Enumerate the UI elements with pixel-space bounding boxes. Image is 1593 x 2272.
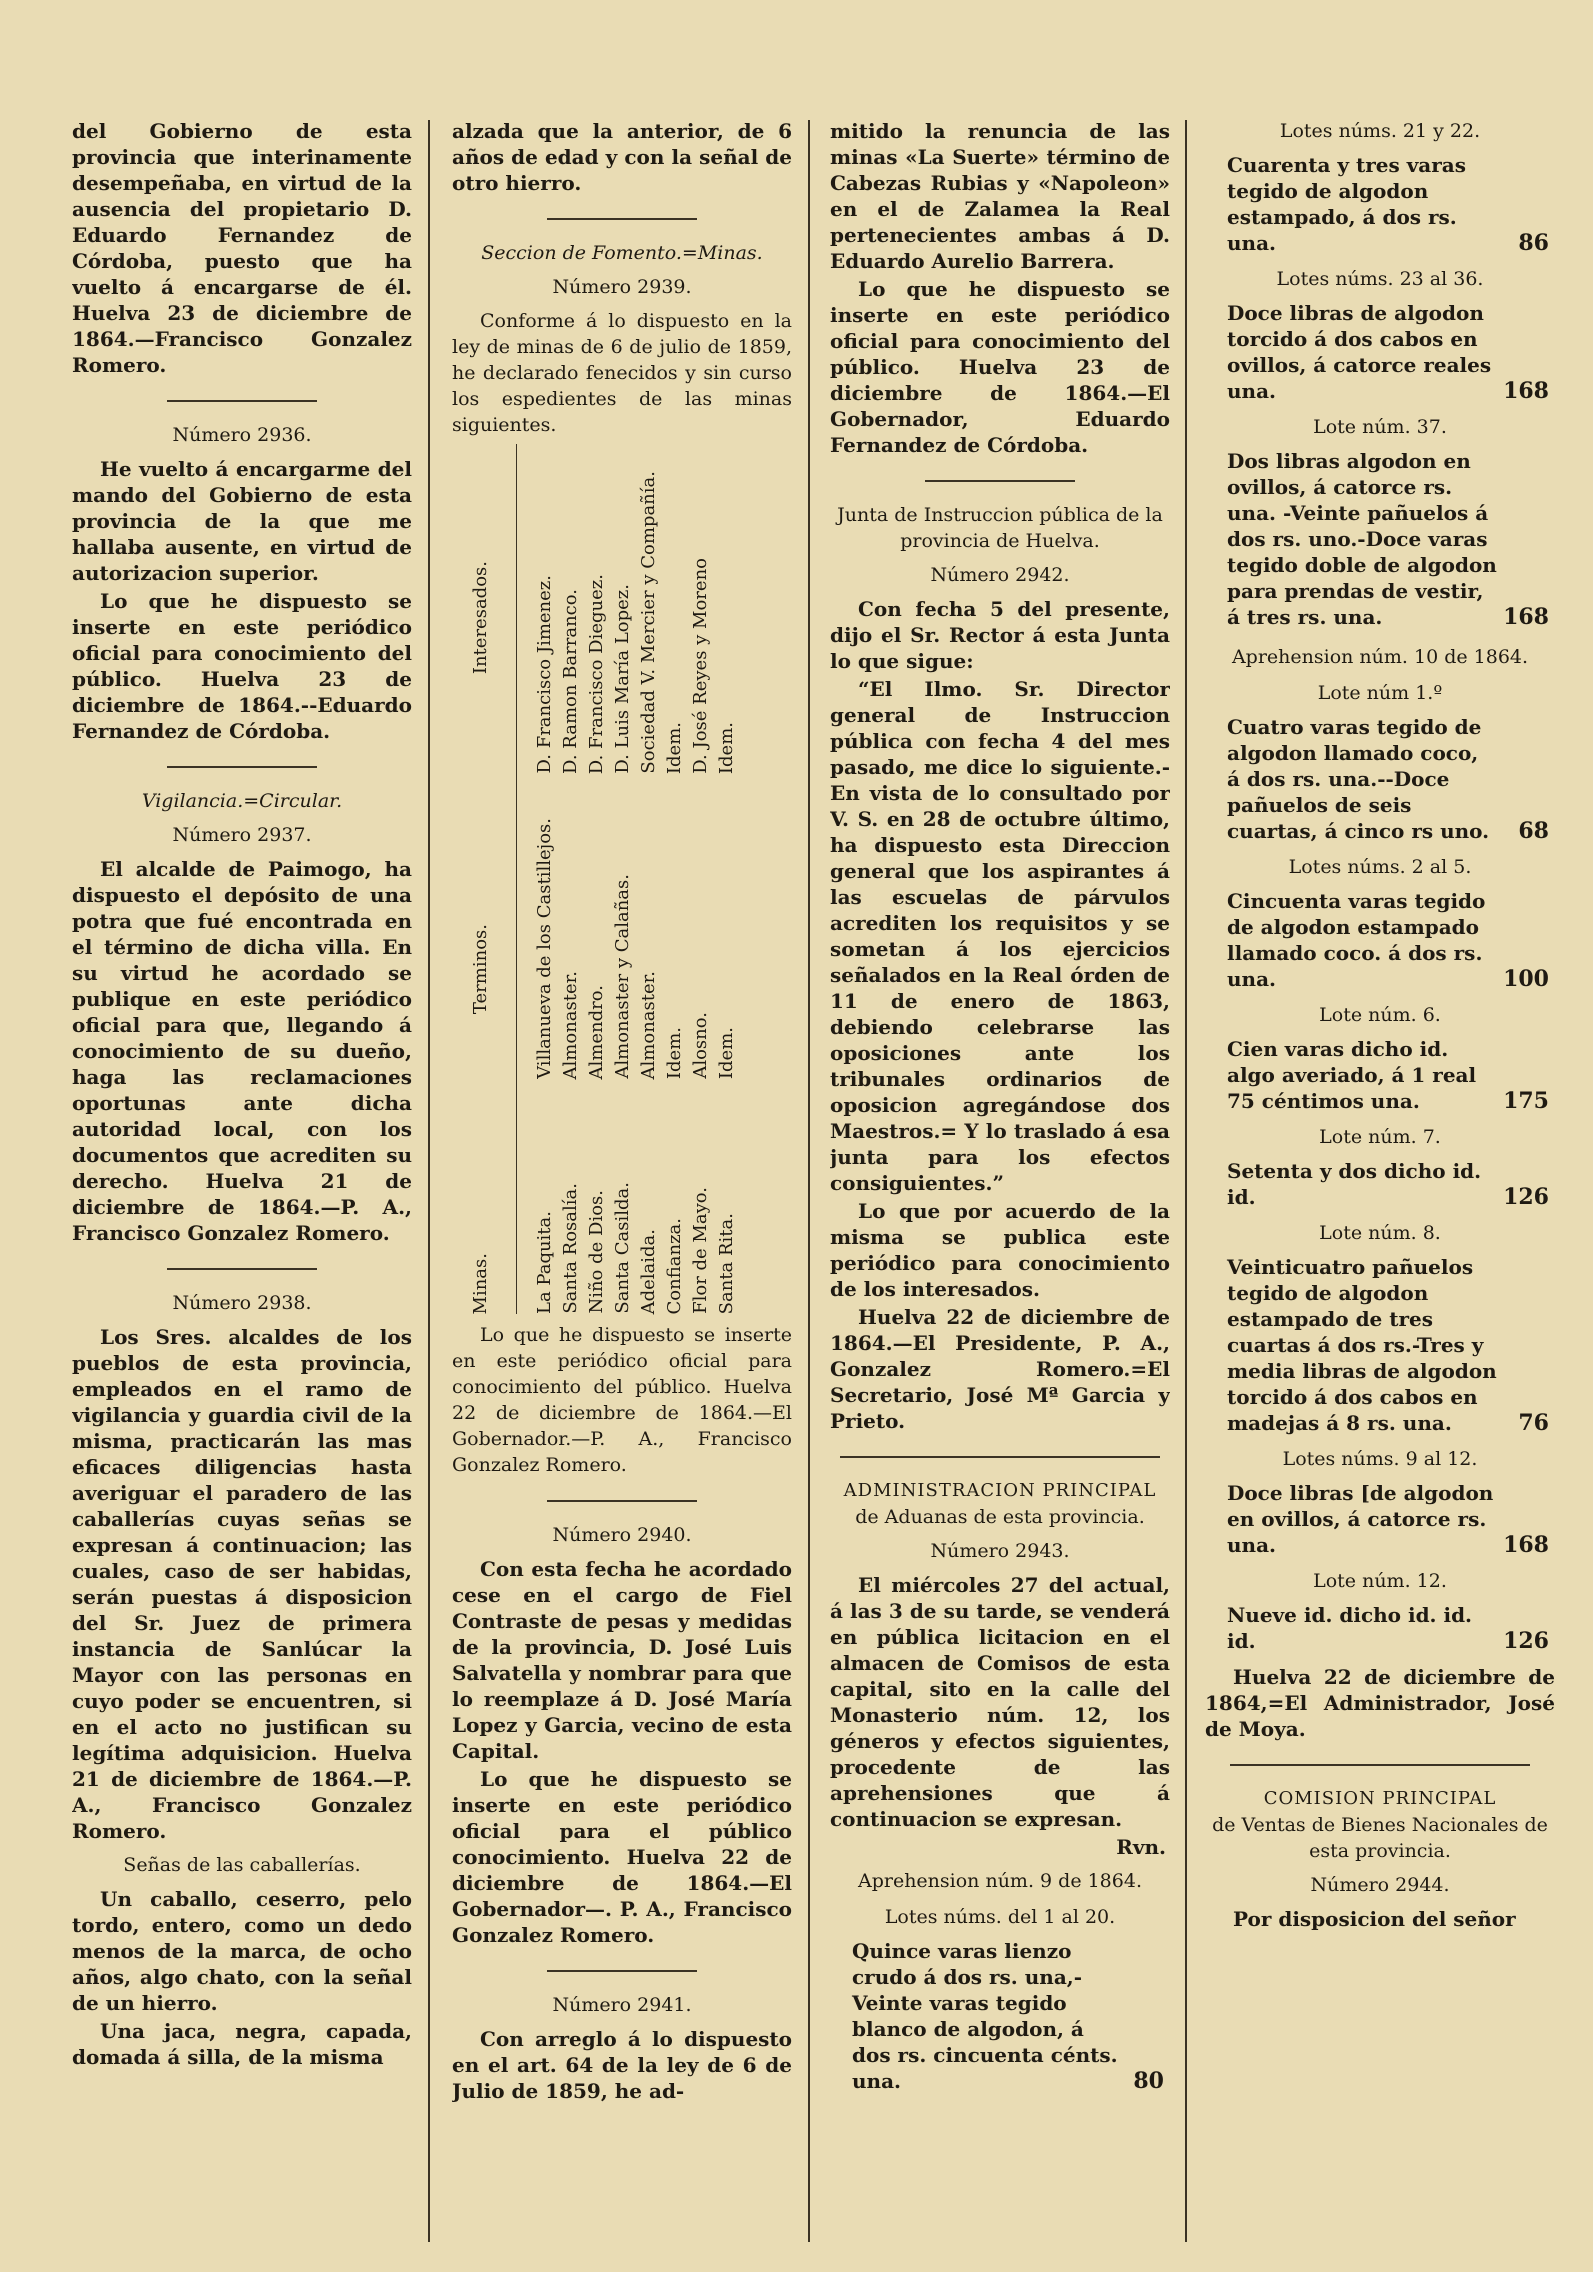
paragraph: Por disposicion del señor [1233,1907,1516,1931]
lot-entry [1205,1602,1555,1654]
table-group [532,789,782,1079]
divider [547,218,697,220]
paragraph: mitido la renuncia de las minas «La Suerte» término de Cabezas Rubias y «Napoleon» en el de Zalamea la Real pertenecientes ambas á D. Eduardo Aurelio Barrera. [830,119,1170,273]
table-group [452,1094,516,1314]
section-subtitle: de Ventas de Bienes Nacionales de esta provincia. [1212,1814,1548,1862]
table-cell: Almonaster. [638,970,659,1079]
table-cell: Alosno. [690,1012,711,1079]
paragraph: Con arreglo á lo dispuesto en el art. 64 de la ley de 6 de Julio de 1859, he ad- [452,2027,792,2103]
notice-number: Número 2939. [552,276,692,298]
column-header-minas: Minas. [470,1252,491,1314]
notice-number: Número 2942. [930,564,1070,586]
table-cell: Santa Rosalía. [560,1183,581,1314]
section-title: ADMINISTRACION PRINCIPAL [843,1480,1157,1501]
divider [840,1456,1160,1458]
lot-heading: Lotes núms. 9 al 12. [1282,1448,1478,1470]
table-cell: Almonaster. [560,970,581,1079]
lot-heading: Lote núm. 8. [1319,1222,1441,1244]
table-cell: Confianza. [664,1217,685,1314]
paragraph: Con esta fecha he acordado cese en el cargo de Fiel Contraste de pesas y medidas de la provincia, D. José Luis Salvatella y nombrar para que lo reemplaze á D. José María Lopez y Garcia, vecino de esta Capital. [452,1557,792,1763]
subheading: Señas de las caballerías. [123,1854,361,1876]
lot-entry [1205,714,1555,844]
lot-price: 168 [1503,604,1549,630]
apprehension-heading: Aprehension núm. 9 de 1864. [857,1870,1142,1892]
table-cell: D. José Reyes y Moreno [690,558,711,774]
lot-entry [1205,888,1555,992]
paragraph: Un caballo, ceserro, pelo tordo, entero, como un dedo menos de la marca, de ocho años, algo chato, con la señal de un hierro. [72,1887,412,2015]
paragraph: Con fecha 5 del presente, dijo el Sr. Rector á esta Junta lo que sigue: [830,597,1170,673]
divider [547,1500,697,1502]
notice-number: Número 2938. [172,1292,312,1314]
lot-price: 86 [1518,230,1549,256]
lot-price: 80 [1133,2068,1164,2094]
paragraph: He vuelto á encargarme del mando del Gobierno de esta provincia de la que me hallaba ausente, en virtud de autorizacion superior. [72,457,412,585]
column-2 [452,118,792,2268]
notice-number: Número 2941. [552,1994,692,2016]
lot-description: Doce libras [de algodon en ovillos, á catorce rs. una. [1227,1481,1494,1557]
divider [167,766,317,768]
divider [925,480,1075,482]
paragraph: Los Sres. alcaldes de los pueblos de esta provincia, empleados en el ramo de vigilancia y guardia civil de la misma, practicarán las mas eficaces diligencias hasta averiguar el paradero de las caballerías cuyas señas se expresan á continuacion; las cuales, caso de ser habidas, serán puestas á disposicion del Sr. Juez de primera instancia de Sanlúcar la Mayor con las personas en cuyo poder se encuentren, si en el acto no justifican su legítima adquisicion. Huelva 21 de diciembre de 1864.—P. A., Francisco Gonzalez Romero. [72,1325,412,1843]
table-cell: D. Luis María Lopez. [612,584,633,774]
table-group [532,444,782,774]
paragraph: Lo que por acuerdo de la misma se publica este periódico para conocimiento de los interesados. [830,1199,1170,1301]
notice-number: Número 2936. [172,424,312,446]
column-3 [830,118,1170,2268]
mines-table [452,444,792,1314]
table-cell: Almonaster y Calañas. [612,874,633,1079]
table-group [452,444,516,674]
lot-price: 68 [1518,818,1549,844]
lot-heading: Lote núm. 6. [1319,1004,1441,1026]
table-cell: Adelaida. [638,1228,659,1314]
lot-entry [1205,1254,1555,1436]
column-4 [1205,118,1555,2268]
lot-description: Cuatro varas tegido de algodon llamado coco, á dos rs. una.--Doce pañuelos de seis cuartas, á cinco rs uno. [1227,715,1490,843]
table-cell: Sociedad V. Mercier y Compañía. [638,471,659,774]
lot-heading: Lote núm. 37. [1313,416,1447,438]
lot-heading: Lote núm 1.º [1317,682,1443,704]
table-cell: Flor de Mayo. [690,1187,711,1314]
table-cell: La Paquita. [534,1211,555,1314]
lot-entry [1205,448,1555,630]
lot-description: Doce libras de algodon torcido á dos cabos en ovillos, á catorce reales una. [1227,301,1492,403]
table-rule [516,444,517,1314]
lot-description: Quince varas lienzo crudo á dos rs. una,-Veinte varas tegido blanco de algodon, á dos rs. cincuenta cénts. una. [852,1939,1118,2093]
lot-entry [1205,1480,1555,1558]
lot-description: Nueve id. dicho id. id. id. [1227,1603,1473,1653]
lot-heading: Lotes núms. 2 al 5. [1288,856,1472,878]
notice-number: Número 2940. [552,1524,692,1546]
column-header-interesados: Interesados. [470,560,491,674]
lot-heading: Lotes núms. 23 al 36. [1276,268,1484,290]
divider [1230,1764,1530,1766]
column-rule [1185,120,1187,2242]
currency-label: Rvn. [1116,1835,1166,1859]
paragraph: Lo que he dispuesto se inserte en este periódico oficial para conocimiento del público. Huelva 23 de diciembre de 1864.—El Gobernador, Eduardo Fernandez de Córdoba. [830,277,1170,457]
table-cell: Niño de Dios. [586,1190,607,1314]
lot-description: Dos libras algodon en ovillos, á catorce rs. una. -Veinte pañuelos á dos rs. uno.-Doce varas tegido doble de algodon para prendas de vestir, á tres rs. una. [1227,449,1497,629]
section-title: Junta de Instruccion pública de la provincia de Huelva. [837,504,1163,552]
lot-price: 168 [1503,378,1549,404]
divider [547,1970,697,1972]
lot-entry [1205,1158,1555,1210]
lot-price: 175 [1503,1088,1549,1114]
apprehension-heading: Aprehension núm. 10 de 1864. [1231,646,1529,668]
table-cell: Santa Casilda. [612,1182,633,1314]
table-cell: D. Francisco Dieguez. [586,573,607,774]
lot-heading: Lote núm. 7. [1319,1126,1441,1148]
section-title: Seccion de Fomento.=Minas. [481,242,763,264]
lot-description: Cincuenta varas tegido de algodon estampado llamado coco. á dos rs. una. [1227,889,1486,991]
paragraph: alzada que la anterior, de 6 años de edad y con la señal de otro hierro. [452,119,792,195]
lot-entry [1205,300,1555,404]
lot-heading: Lote núm. 12. [1313,1570,1447,1592]
table-group [452,734,516,1014]
column-rule [808,120,810,2242]
notice-number: Número 2937. [172,824,312,846]
lot-price: 168 [1503,1532,1549,1558]
table-cell: Villanueva de los Castillejos. [534,818,555,1079]
divider [167,400,317,402]
lot-price: 76 [1518,1410,1549,1436]
paragraph: Conforme á lo dispuesto en la ley de minas de 6 de julio de 1859, he declarado fenecidos y sin curso los espedientes de las minas siguientes. [452,310,792,436]
paragraph: Lo que he dispuesto se inserte en este periódico oficial para conocimiento del público. Huelva 23 de diciembre de 1864.--Eduardo Fernandez de Córdoba. [72,589,412,743]
lot-entry [1205,1036,1555,1114]
column-header-terminos: Terminos. [470,923,491,1014]
column-rule [428,120,430,2242]
column-1 [72,118,412,2268]
lot-entry [1205,152,1555,256]
table-cell: D. Ramon Barranco. [560,589,581,774]
table-cell: Santa Rita. [716,1212,737,1314]
notice-number: Número 2944. [1310,1874,1450,1896]
notice-number: Número 2943. [930,1540,1070,1562]
divider [167,1268,317,1270]
paragraph: Huelva 22 de diciembre de 1864.—El Presidente, P. A., Gonzalez Romero.=El Secretario, José Mª Garcia y Prieto. [830,1305,1170,1433]
lot-price: 126 [1503,1628,1549,1654]
lot-description: Setenta y dos dicho id. id. [1227,1159,1482,1209]
paragraph: Lo que he dispuesto se inserte en este periódico oficial para el público conocimiento. Huelva 22 de diciembre de 1864.—El Gobernador—. P. A., Francisco Gonzalez Romero. [452,1767,792,1947]
lot-description: Cuarenta y tres varas tegido de algodon estampado, á dos rs. una. [1227,153,1467,255]
paragraph: El alcalde de Paimogo, ha dispuesto el depósito de una potra que fué encontrada en el término de dicha villa. En su virtud he acordado se publique en este periódico oficial para que, llegando á conocimiento de su dueño, haga las reclamaciones oportunas ante dicha autoridad local, con los documentos que acrediten su derecho. Huelva 21 de diciembre de 1864.—P. A., Francisco Gonzalez Romero. [72,857,412,1245]
lot-price: 126 [1503,1184,1549,1210]
lot-price: 100 [1503,966,1549,992]
signature: Huelva 22 de diciembre de 1864,=El Administrador, José de Moya. [1205,1665,1555,1741]
table-cell: Idem. [716,1026,737,1079]
lot-heading: Lotes núms. del 1 al 20. [884,1906,1116,1928]
paragraph: Una jaca, negra, capada, domada á silla, de la misma [72,2019,412,2069]
lot-description: Veinticuatro pañuelos tegido de algodon estampado de tres cuartas á dos rs.-Tres y media libras de algodon torcido á dos cabos en madejas á 8 rs. una. [1227,1255,1497,1435]
lot-entry [830,1938,1170,2094]
table-group [532,1094,782,1314]
table-cell: Idem. [664,1026,685,1079]
section-title: Vigilancia.=Circular. [141,790,343,812]
lot-heading: Lotes núms. 21 y 22. [1279,120,1481,142]
paragraph: El miércoles 27 del actual, á las 3 de su tarde, se venderá en pública licitacion en el almacen de Comisos de esta capital, sito en la calle del Monasterio núm. 12, los géneros y efectos siguientes, procedente de las aprehensiones que á continuacion se expresan. [830,1573,1170,1831]
section-subtitle: de Aduanas de esta provincia. [855,1506,1145,1528]
paragraph: Lo que he dispuesto se inserte en este periódico oficial para conocimiento del público. Huelva 22 de diciembre de 1864.—El Gobernador.—P. A., Francisco Gonzalez Romero. [452,1324,792,1476]
table-cell: Almendro. [586,984,607,1079]
lot-description: Cien varas dicho id. algo averiado, á 1 real 75 céntimos una. [1227,1037,1477,1113]
paragraph: del Gobierno de esta provincia que interinamente desempeñaba, en virtud de la ausencia del propietario D. Eduardo Fernandez de Córdoba, puesto que ha vuelto á encargarse de él. Huelva 23 de diciembre de 1864.—Francisco Gonzalez Romero. [72,119,412,377]
section-title: COMISION PRINCIPAL [1263,1788,1497,1809]
table-cell: Idem. [664,721,685,774]
table-cell: Idem. [716,721,737,774]
table-cell: D. Francisco Jimenez. [534,575,555,774]
paragraph: “El Ilmo. Sr. Director general de Instruccion pública con fecha 4 del mes pasado, me dice lo siguiente.-En vista de lo consultado por V. S. en 28 de octubre último, ha dispuesto esta Direccion general que los aspirantes á las escuelas de párvulos acrediten los requisitos y se sometan á los ejercicios señalados en la Real órden de 11 de enero de 1863, debiendo celebrarse las oposiciones ante los tribunales ordinarios de oposicion agregándose dos Maestros.= Y lo traslado á esa junta para los efectos consiguientes.” [830,677,1170,1195]
